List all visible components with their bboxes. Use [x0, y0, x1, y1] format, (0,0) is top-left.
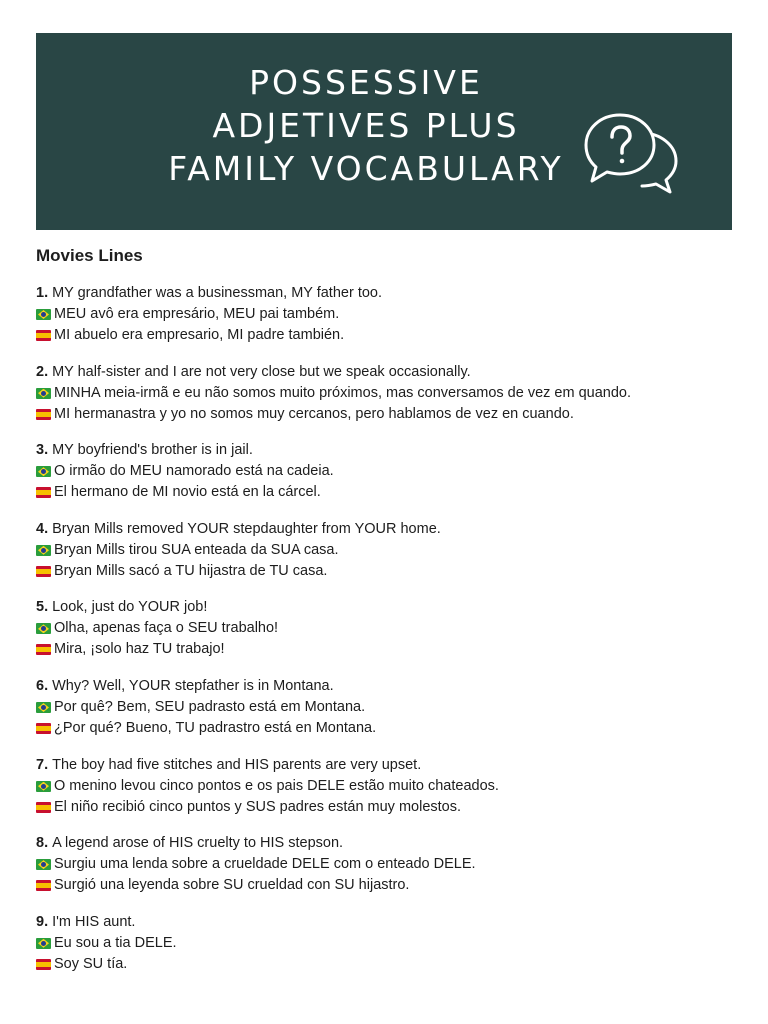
list-item — [36, 912, 736, 991]
spanish-text: MI hermanastra y yo no somos muy cercanos, pero hablamos de vez en cuando. — [54, 405, 574, 422]
entry-number: 9. — [36, 913, 49, 930]
brazil-flag-icon — [36, 623, 51, 634]
spanish-line — [36, 797, 736, 818]
spanish-text: Mira, ¡solo haz TU trabajo! — [54, 641, 225, 658]
english-text: Look, just do YOUR job! — [52, 599, 208, 616]
english-text: The boy had five stitches and HIS parents are very upset. — [52, 756, 422, 773]
entry-number: 1. — [36, 285, 49, 301]
brazil-flag-icon — [36, 388, 51, 399]
spain-flag-icon — [36, 409, 51, 420]
english-line — [36, 362, 736, 383]
portuguese-line — [36, 854, 736, 875]
spanish-text: ¿Por qué? Bueno, TU padrastro está en Montana. — [54, 719, 377, 736]
list-item — [36, 833, 736, 912]
entry-number: 7. — [36, 756, 49, 773]
spanish-line — [36, 561, 736, 582]
english-line — [36, 912, 736, 933]
section-title: Movies Lines — [36, 246, 143, 265]
portuguese-line — [36, 540, 736, 561]
portuguese-line — [36, 461, 736, 482]
spain-flag-icon — [36, 487, 51, 498]
spain-flag-icon — [36, 959, 51, 970]
portuguese-text: O menino levou cinco pontos e os pais DELE estão muito chateados. — [54, 777, 499, 794]
spanish-text: Bryan Mills sacó a TU hijastra de TU casa. — [54, 562, 328, 579]
spanish-text: Surgió una leyenda sobre SU crueldad con SU hijastro. — [54, 877, 410, 894]
portuguese-text: O irmão do MEU namorado está na cadeia. — [54, 463, 334, 480]
spanish-text: Soy SU tía. — [54, 955, 128, 972]
brazil-flag-icon — [36, 702, 51, 713]
portuguese-text: Eu sou a tia DELE. — [54, 934, 177, 951]
spanish-line — [36, 954, 736, 975]
spain-flag-icon — [36, 880, 51, 891]
spanish-line — [36, 639, 736, 660]
english-text: A legend arose of HIS cruelty to HIS stepson. — [52, 835, 344, 852]
spain-flag-icon — [36, 644, 51, 655]
entry-number: 3. — [36, 442, 49, 459]
portuguese-text: MEU avô era empresário, MEU pai também. — [54, 306, 340, 322]
title-line: POSSESSIVE — [249, 63, 483, 102]
english-text: Bryan Mills removed YOUR stepdaughter from YOUR home. — [52, 520, 441, 537]
list-item — [36, 597, 736, 676]
list-item — [36, 440, 736, 519]
spain-flag-icon — [36, 802, 51, 813]
spanish-line — [36, 325, 736, 346]
portuguese-text: Olha, apenas faça o SEU trabalho! — [54, 620, 279, 637]
spanish-line — [36, 404, 736, 425]
spanish-text: MI abuelo era empresario, MI padre también. — [54, 327, 345, 343]
entry-number: 8. — [36, 835, 49, 852]
english-line — [36, 440, 736, 461]
entry-number: 2. — [36, 363, 49, 380]
entry-number: 6. — [36, 677, 49, 694]
brazil-flag-icon — [36, 781, 51, 792]
list-item — [36, 755, 736, 834]
english-line — [36, 676, 736, 697]
entry-number: 5. — [36, 599, 49, 616]
entry-list — [36, 283, 736, 990]
entry-number: 4. — [36, 520, 49, 537]
title-line: FAMILY VOCABULARY — [168, 149, 564, 188]
english-text: Why? Well, YOUR stepfather is in Montana. — [52, 677, 334, 694]
brazil-flag-icon — [36, 938, 51, 949]
spanish-line — [36, 482, 736, 503]
english-line — [36, 519, 736, 540]
portuguese-text: MINHA meia-irmã e eu não somos muito próximos, mas conversamos de vez em quando. — [54, 384, 632, 401]
portuguese-text: Por quê? Bem, SEU padrasto está em Montana. — [54, 698, 366, 715]
spanish-line — [36, 718, 736, 739]
list-item — [36, 362, 736, 441]
english-line — [36, 755, 736, 776]
english-text: MY grandfather was a businessman, MY father too. — [52, 285, 383, 301]
brazil-flag-icon — [36, 545, 51, 556]
spanish-text: El niño recibió cinco puntos y SUS padres están muy molestos. — [54, 798, 462, 815]
brazil-flag-icon — [36, 466, 51, 477]
portuguese-text: Bryan Mills tirou SUA enteada da SUA casa. — [54, 541, 339, 558]
title-banner — [36, 33, 732, 230]
spanish-line — [36, 875, 736, 896]
portuguese-text: Surgiu uma lenda sobre a crueldade DELE com o enteado DELE. — [54, 856, 476, 873]
english-line — [36, 597, 736, 618]
english-line — [36, 833, 736, 854]
portuguese-line — [36, 304, 736, 325]
title-line: ADJETIVES PLUS — [212, 106, 520, 145]
portuguese-line — [36, 697, 736, 718]
spain-flag-icon — [36, 566, 51, 577]
list-item — [36, 676, 736, 755]
english-text: I'm HIS aunt. — [52, 913, 136, 930]
brazil-flag-icon — [36, 309, 51, 320]
english-text: MY half-sister and I are not very close but we speak occasionally. — [52, 363, 471, 380]
portuguese-line — [36, 933, 736, 954]
speech-bubbles-question-icon — [584, 109, 684, 195]
portuguese-line — [36, 618, 736, 639]
spain-flag-icon — [36, 330, 51, 341]
portuguese-line — [36, 383, 736, 404]
list-item — [36, 283, 736, 362]
english-line — [36, 283, 736, 304]
portuguese-line — [36, 776, 736, 797]
english-text: MY boyfriend's brother is in jail. — [52, 442, 253, 459]
spain-flag-icon — [36, 723, 51, 734]
spanish-text: El hermano de MI novio está en la cárcel. — [54, 484, 321, 501]
list-item — [36, 519, 736, 598]
brazil-flag-icon — [36, 859, 51, 870]
